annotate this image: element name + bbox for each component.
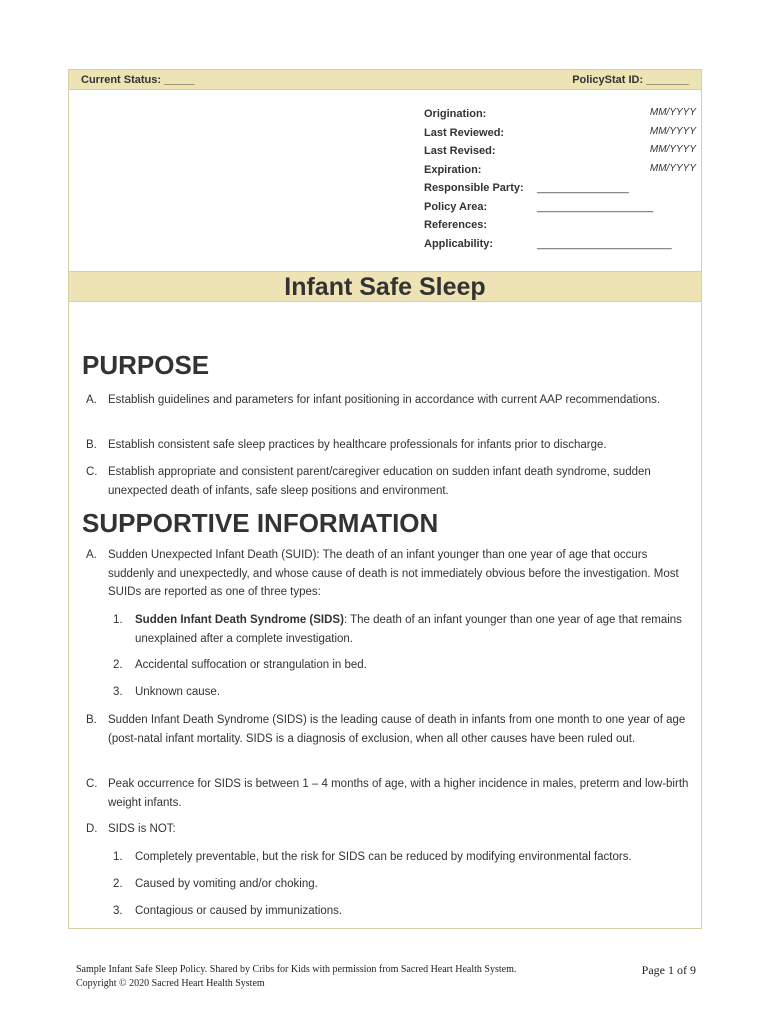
list-text: Caused by vomiting and/or choking. xyxy=(135,878,318,890)
meta-origination xyxy=(424,108,696,127)
list-text: Accidental suffocation or strangulation in bed. xyxy=(135,659,367,671)
sids-term: Sudden Infant Death Syndrome (SIDS) xyxy=(135,614,344,626)
page-number: Page 1 of 9 xyxy=(641,963,696,977)
last-revised-value: MM/YYYY xyxy=(649,144,696,155)
purpose-item-c xyxy=(86,463,696,500)
origination-value: MM/YYYY xyxy=(649,107,696,118)
list-text: Establish appropriate and consistent parent/caregiver education on sudden infant death syndrome, sudden unexpected death of infants, safe sleep positions and environment. xyxy=(108,466,651,497)
list-marker: 1. xyxy=(113,851,123,863)
responsible-party-label: Responsible Party: xyxy=(424,182,524,194)
policy-frame xyxy=(68,69,702,929)
meta-responsible-party xyxy=(424,182,696,201)
list-marker: B. xyxy=(86,714,97,726)
list-marker: A. xyxy=(86,549,97,561)
last-revised-label: Last Revised: xyxy=(424,145,496,157)
meta-expiration xyxy=(424,164,696,183)
list-marker: 2. xyxy=(113,659,123,671)
policy-area-value: ___________________ xyxy=(537,200,654,213)
list-text xyxy=(135,611,696,648)
purpose-heading: PURPOSE xyxy=(82,350,210,380)
list-marker: 1. xyxy=(113,614,123,626)
supportive-d-sub-2 xyxy=(113,875,696,894)
footer-copyright: Copyright © 2020 Sacred Heart Health System xyxy=(76,977,265,989)
expiration-label: Expiration: xyxy=(424,163,482,176)
list-text: Contagious or caused by immunizations. xyxy=(135,905,343,917)
supportive-d-sub-3 xyxy=(113,902,696,921)
purpose-item-a xyxy=(86,391,696,410)
list-marker: 2. xyxy=(113,878,123,890)
status-bar xyxy=(69,70,701,90)
list-marker: A. xyxy=(86,394,97,406)
page-footer xyxy=(76,963,696,990)
supportive-d-sub-1 xyxy=(113,848,696,867)
supportive-a-sub-1 xyxy=(113,611,696,648)
sids-definition: : The death of an infant younger than one year of age that remains unexplained after a complete investigation. xyxy=(135,614,682,645)
responsible-party-value: _______________ xyxy=(537,182,629,194)
list-marker: D. xyxy=(86,823,98,835)
meta-last-reviewed xyxy=(424,127,696,146)
last-reviewed-value: MM/YYYY xyxy=(649,125,696,137)
list-text: Establish consistent safe sleep practices by healthcare professionals for infants prior to discharge. xyxy=(108,439,607,451)
current-status: Current Status: _____ xyxy=(81,74,195,86)
list-text: Unknown cause. xyxy=(135,686,221,698)
list-text: Establish guidelines and parameters for infant positioning in accordance with current AAP recommendations. xyxy=(108,394,661,406)
policy-area-label: Policy Area: xyxy=(424,200,488,213)
last-reviewed-label: Last Reviewed: xyxy=(424,126,505,139)
expiration-value: MM/YYYY xyxy=(649,162,696,174)
applicability-value: ______________________ xyxy=(537,237,672,250)
supportive-item-b xyxy=(86,711,696,748)
applicability-label: Applicability: xyxy=(424,237,494,250)
list-text: Sudden Infant Death Syndrome (SIDS) is the leading cause of death in infants from one month to one year of age (post-natal infant mortality. SIDS is a diagnosis of exclusion, when all other causes have been ruled out. xyxy=(108,714,686,745)
origination-label: Origination: xyxy=(424,108,487,120)
meta-references xyxy=(424,219,696,238)
supportive-a-sub-2 xyxy=(113,656,696,675)
list-text: Completely preventable, but the risk for SIDS can be reduced by modifying environmental factors. xyxy=(135,851,632,863)
purpose-item-b xyxy=(86,436,696,455)
list-marker: 3. xyxy=(113,905,123,917)
policystat-id: PolicyStat ID: _______ xyxy=(572,74,689,86)
list-text: SIDS is NOT: xyxy=(108,823,176,835)
policy-metadata xyxy=(424,108,696,256)
list-text: Peak occurrence for SIDS is between 1 – 4 months of age, with a higher incidence in males, preterm and low-birth weight infants. xyxy=(108,778,689,809)
supportive-item-a xyxy=(86,546,696,602)
policy-title: Infant Safe Sleep xyxy=(284,273,486,301)
supportive-item-c xyxy=(86,775,696,812)
list-marker: C. xyxy=(86,466,98,478)
references-label: References: xyxy=(424,219,487,231)
supportive-a-sub-3 xyxy=(113,683,696,702)
supportive-heading: SUPPORTIVE INFORMATION xyxy=(82,508,439,538)
title-bar xyxy=(69,271,701,302)
meta-applicability xyxy=(424,238,696,257)
list-marker: B. xyxy=(86,439,97,451)
meta-policy-area xyxy=(424,201,696,220)
list-text: Sudden Unexpected Infant Death (SUID): The death of an infant younger than one year of age that occurs suddenly and unexpectedly, and whose cause of death is not immediately obvious before the investigation. Most SUIDs are reported as one of three types: xyxy=(108,549,679,598)
footer-attribution: Sample Infant Safe Sleep Policy. Shared by Cribs for Kids with permission from Sacred Heart Health System. xyxy=(76,964,517,975)
list-marker: C. xyxy=(86,778,98,790)
meta-last-revised xyxy=(424,145,696,164)
supportive-item-d xyxy=(86,820,696,839)
list-marker: 3. xyxy=(113,686,123,698)
